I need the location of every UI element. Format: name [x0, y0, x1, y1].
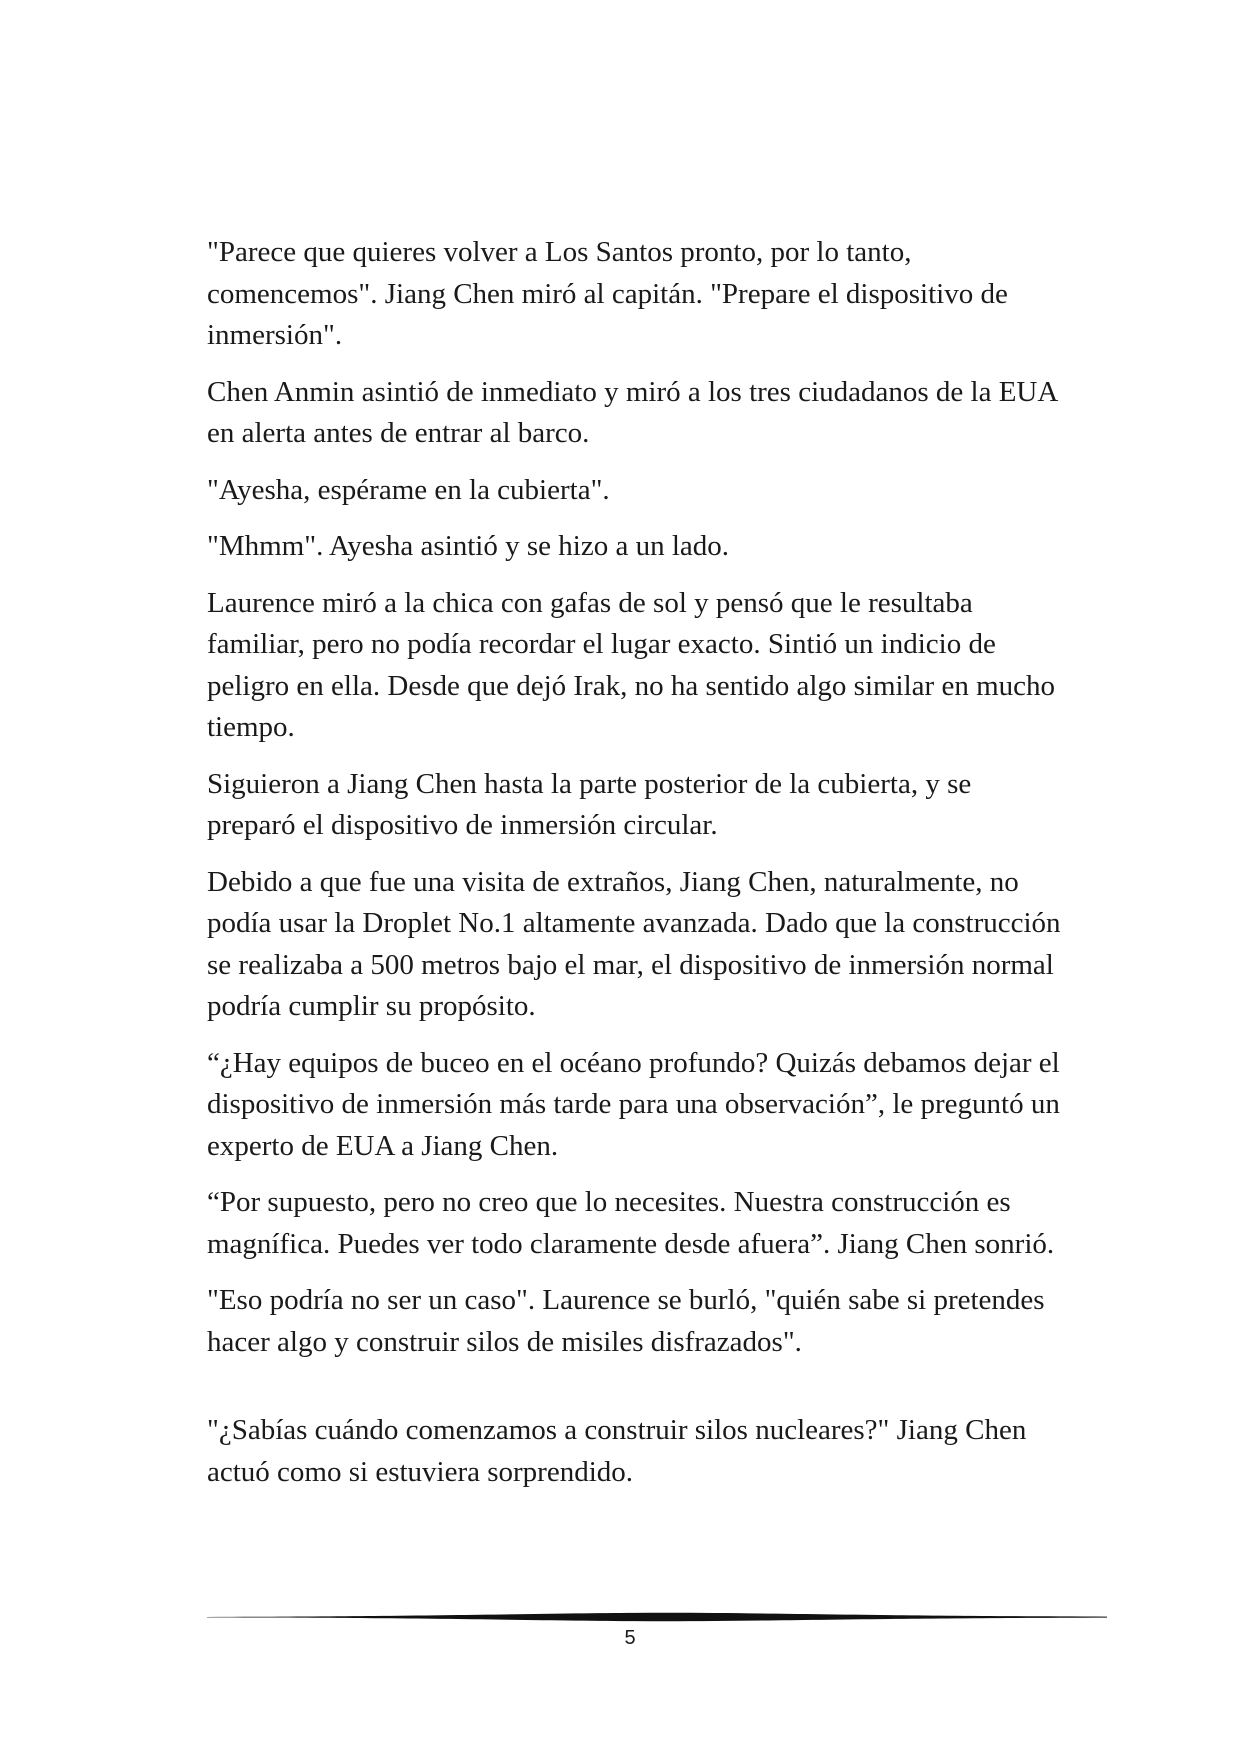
footer-rule: [207, 1612, 1107, 1622]
paragraph: “¿Hay equipos de buceo en el océano profundo? Quizás debamos dejar el dispositivo de inmersión más tarde para una observación”, le preguntó un experto de EUA a Jiang Chen.: [207, 1046, 1060, 1162]
paragraph: Laurence miró a la chica con gafas de sol y pensó que le resultaba familiar, pero no podía recordar el lugar exacto. Sintió un indicio de peligro en ella. Desde que dejó Irak, no ha sentido algo similar en mucho tiempo.: [207, 586, 1055, 743]
paragraph: "Mhmm". Ayesha asintió y se hizo a un lado.: [207, 530, 729, 562]
footer-rule-stroke: [207, 1613, 1107, 1621]
paragraph: "¿Sabías cuándo comenzamos a construir silos nucleares?" Jiang Chen actuó como si estuviera sorprendido.: [207, 1414, 1027, 1488]
paragraph: "Ayesha, espérame en la cubierta".: [207, 473, 610, 506]
paragraph: Chen Anmin asintió de inmediato y miró a los tres ciudadanos de la EUA en alerta antes de entrar al barco.: [207, 375, 1057, 449]
body-text: [207, 232, 1067, 1508]
paragraph: “Por supuesto, pero no creo que lo necesites. Nuestra construcción es magnífica. Puedes ver todo claramente desde afuera”. Jiang Chen sonrió.: [207, 1186, 1055, 1260]
paragraph: Debido a que fue una visita de extraños, Jiang Chen, naturalmente, no podía usar la Droplet No.1 altamente avanzada. Dado que la construcción se realizaba a 500 metros bajo el mar, el dispositivo de inmersión normal podría cumplir su propósito.: [207, 865, 1061, 1022]
page-number: 5: [624, 1627, 636, 1649]
paragraph: "Parece que quieres volver a Los Santos pronto, por lo tanto, comencemos". Jiang Chen miró al capitán. "Prepare el dispositivo de inmersión".: [207, 236, 1008, 351]
paragraph: Siguieron a Jiang Chen hasta la parte posterior de la cubierta, y se preparó el dispositivo de inmersión circular.: [207, 767, 972, 841]
paragraph: "Eso podría no ser un caso". Laurence se burló, "quién sabe si pretendes hacer algo y construir silos de misiles disfrazados".: [207, 1284, 1045, 1358]
